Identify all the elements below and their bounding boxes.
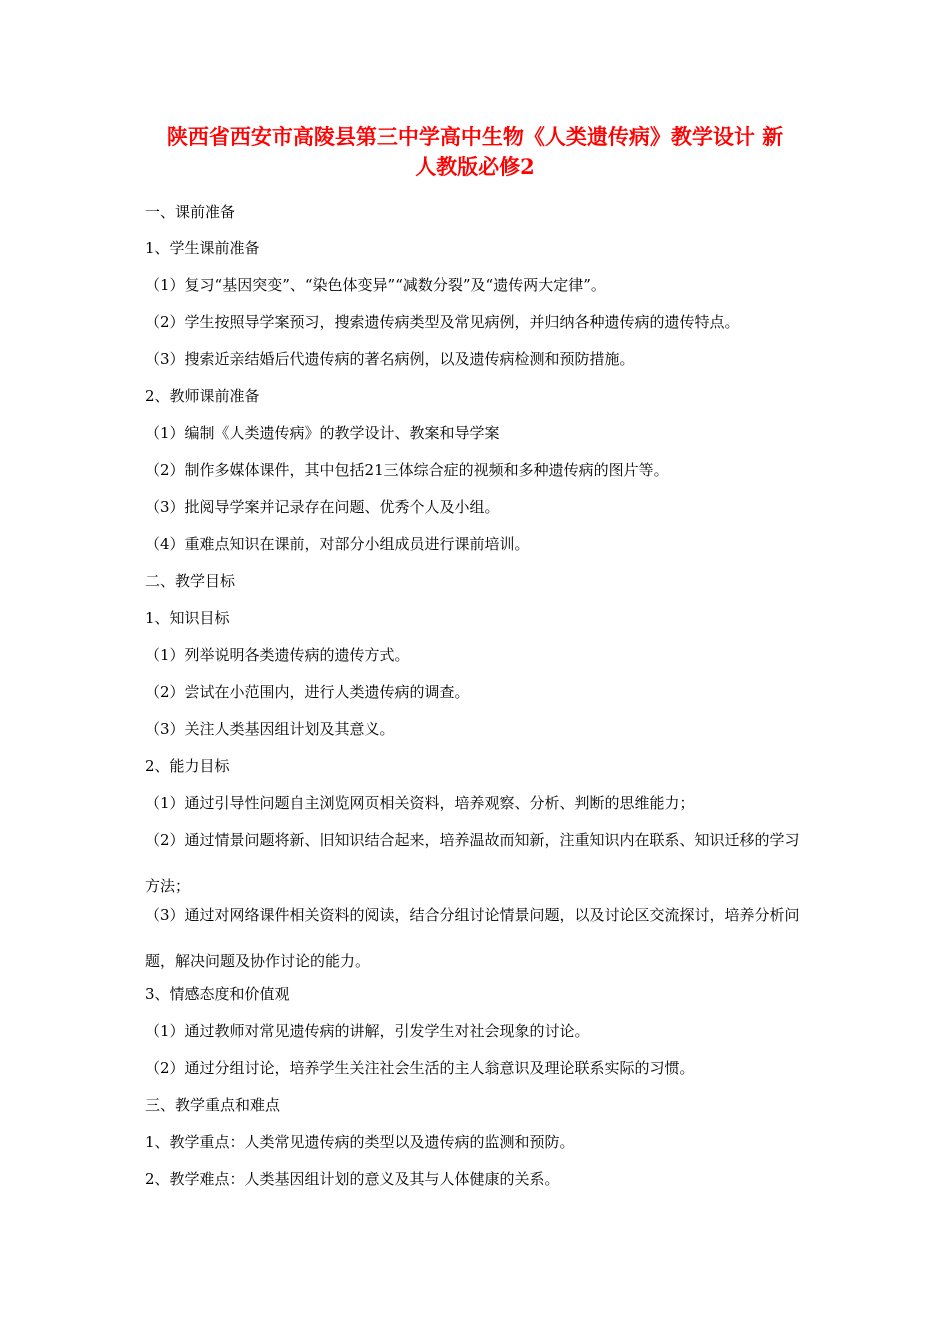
subsection-heading: 1、学生课前准备 bbox=[145, 239, 260, 257]
subsection-heading: 3、情感态度和价值观 bbox=[145, 985, 290, 1003]
section-heading-2: 二、教学目标 bbox=[145, 572, 236, 590]
list-item: （1）列举说明各类遗传病的遗传方式。 bbox=[145, 646, 410, 664]
list-item: （3）批阅导学案并记录存在问题、优秀个人及小组。 bbox=[145, 498, 500, 516]
list-item: （2）通过分组讨论，培养学生关注社会生活的主人翁意识及理论联系实际的习惯。 bbox=[145, 1059, 695, 1077]
list-item: （3）搜索近亲结婚后代遗传病的著名病例，以及遗传病检测和预防措施。 bbox=[145, 350, 635, 368]
section-heading-3: 三、教学重点和难点 bbox=[145, 1096, 281, 1114]
list-item: （2）尝试在小范围内，进行人类遗传病的调查。 bbox=[145, 683, 470, 701]
list-item: （2）通过情景问题将新、旧知识结合起来，培养温故而知新，注重知识内在联系、知识迁移的学习方法； bbox=[145, 831, 800, 895]
subsection-heading: 2、能力目标 bbox=[145, 757, 230, 775]
list-item: （1）通过教师对常见遗传病的讲解，引发学生对社会现象的讨论。 bbox=[145, 1022, 590, 1040]
list-item: （4）重难点知识在课前，对部分小组成员进行课前培训。 bbox=[145, 535, 530, 553]
section-heading-1: 一、课前准备 bbox=[145, 203, 236, 221]
title-line-2: 人教版必修2 bbox=[415, 154, 535, 179]
list-item: （2）学生按照导学案预习，搜索遗传病类型及常见病例，并归纳各种遗传病的遗传特点。 bbox=[145, 313, 740, 331]
list-item: 1、教学重点：人类常见遗传病的类型以及遗传病的监测和预防。 bbox=[145, 1133, 575, 1151]
title-line-1: 陕西省西安市高陵县第三中学高中生物《人类遗传病》教学设计 新 bbox=[166, 124, 784, 149]
list-item: （1）编制《人类遗传病》的教学设计、教案和导学案 bbox=[145, 424, 500, 442]
list-item: （1）复习“基因突变”、“染色体变异”“减数分裂”及“遗传两大定律”。 bbox=[145, 276, 606, 294]
subsection-heading: 2、教师课前准备 bbox=[145, 387, 260, 405]
list-item: （2）制作多媒体课件，其中包括21三体综合症的视频和多种遗传病的图片等。 bbox=[145, 461, 669, 479]
document-title bbox=[135, 122, 815, 182]
list-item: （3）关注人类基因组计划及其意义。 bbox=[145, 720, 395, 738]
subsection-heading: 1、知识目标 bbox=[145, 609, 230, 627]
list-item: （1）通过引导性问题自主浏览网页相关资料，培养观察、分析、判断的思维能力； bbox=[145, 794, 695, 812]
list-item: （3）通过对网络课件相关资料的阅读，结合分组讨论情景问题，以及讨论区交流探讨，培养分析问题，解决问题及协作讨论的能力。 bbox=[145, 906, 800, 970]
list-item: 2、教学难点：人类基因组计划的意义及其与人体健康的关系。 bbox=[145, 1170, 560, 1188]
